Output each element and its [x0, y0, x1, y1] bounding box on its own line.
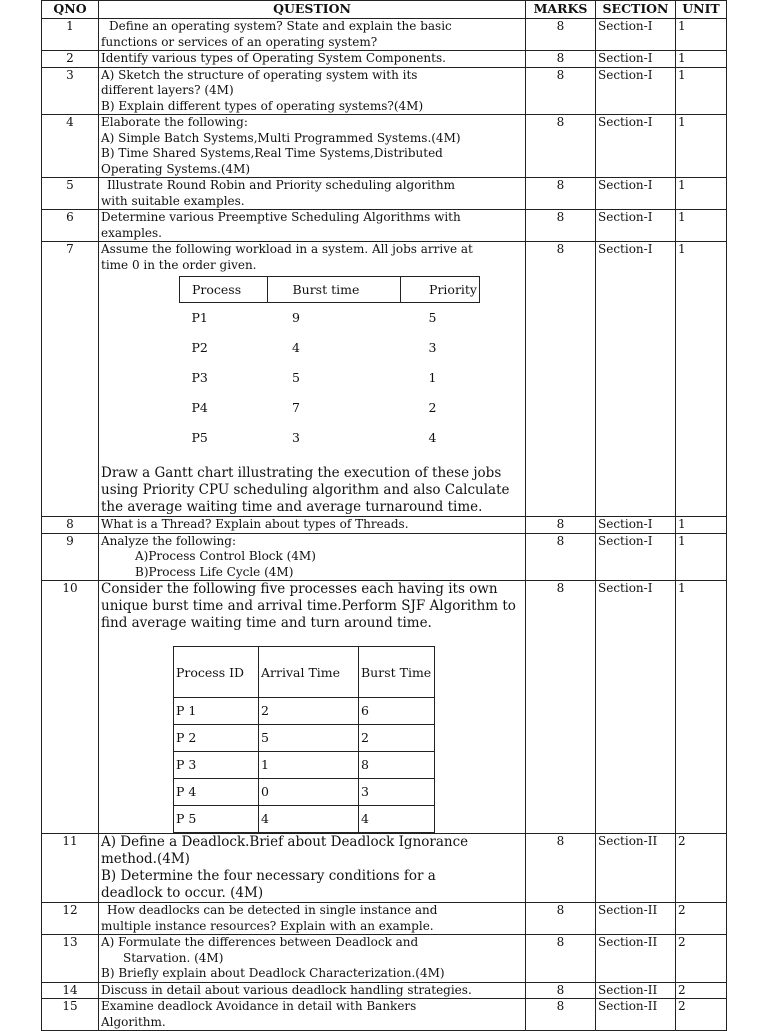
workload-cell: P2: [191, 340, 208, 356]
process-row: [174, 752, 435, 779]
section: Section-I: [596, 533, 676, 581]
process-row: [174, 698, 435, 725]
header-row: [42, 1, 727, 19]
workload-table: [179, 276, 480, 453]
question-row: [42, 19, 727, 51]
qno: 6: [42, 210, 99, 242]
question-bank-table: [41, 0, 727, 1031]
question-text: A) Define a Deadlock.Brief about Deadlock Ignorance method.(4M) B) Determine the four necessary conditions for a deadlock to occur. (4M): [99, 834, 526, 903]
qno: 5: [42, 178, 99, 210]
unit: 1: [676, 51, 727, 68]
marks: 8: [526, 51, 596, 68]
qno: 2: [42, 51, 99, 68]
header-qno: QNO: [42, 1, 99, 19]
process-cell: P 3: [174, 752, 259, 779]
marks: 8: [526, 67, 596, 115]
process-cell: 4: [359, 806, 435, 833]
question-text: Determine various Preemptive Scheduling Algorithms with examples.: [99, 210, 526, 242]
process-cell: 2: [359, 725, 435, 752]
unit: 1: [676, 67, 727, 115]
question-row: [42, 935, 727, 983]
workload-cell: 3: [291, 430, 300, 446]
process-cell: 8: [359, 752, 435, 779]
workload-cell: 4: [291, 340, 300, 356]
question-text: Assume the following workload in a system. All jobs arrive at time 0 in the order given. Process Burst time Priority P1 9 5 P2 4 3 P3 5 1 P4 7 2 P5 3 4 Draw a Gantt chart illustrating the execution of these jobs using Priority CPU scheduling algorithm and also Calculate the average waiting time and average turnaround time.: [99, 242, 526, 517]
header-unit: UNIT: [676, 1, 727, 19]
qno: 3: [42, 67, 99, 115]
process-row: [174, 725, 435, 752]
workload-cell: 2: [428, 400, 437, 416]
question-text: Discuss in detail about various deadlock handling strategies.: [99, 982, 526, 999]
process-cell: 6: [359, 698, 435, 725]
question-row: [42, 581, 727, 834]
question-row: [42, 51, 727, 68]
marks: 8: [526, 533, 596, 581]
process-header: Burst Time: [359, 647, 435, 698]
question-row: [42, 903, 727, 935]
workload-row: [180, 363, 480, 393]
process-header: Process ID: [174, 647, 259, 698]
question-text: Examine deadlock Avoidance in detail with Bankers Algorithm.: [99, 999, 526, 1031]
process-cell: 1: [259, 752, 359, 779]
process-cell: P 4: [174, 779, 259, 806]
section: Section-I: [596, 210, 676, 242]
question-row: [42, 67, 727, 115]
workload-header: Process: [180, 277, 268, 303]
question-row: [42, 210, 727, 242]
header-question: QUESTION: [99, 1, 526, 19]
process-table: [173, 646, 435, 833]
unit: 2: [676, 903, 727, 935]
process-cell: 5: [259, 725, 359, 752]
qno: 15: [42, 999, 99, 1031]
section: Section-I: [596, 51, 676, 68]
workload-row: [180, 423, 480, 453]
workload-cell: 1: [428, 370, 437, 386]
section: Section-II: [596, 999, 676, 1031]
unit: 1: [676, 19, 727, 51]
section: Section-I: [596, 242, 676, 517]
question-text: A) Formulate the differences between Deadlock and Starvation. (4M) B) Briefly explain about Deadlock Characterization.(4M): [99, 935, 526, 983]
qno: 9: [42, 533, 99, 581]
unit: 2: [676, 935, 727, 983]
qno: 10: [42, 581, 99, 834]
marks: 8: [526, 178, 596, 210]
header-section: SECTION: [596, 1, 676, 19]
unit: 2: [676, 999, 727, 1031]
section: Section-II: [596, 903, 676, 935]
question-text: Elaborate the following: A) Simple Batch Systems,Multi Programmed Systems.(4M) B) Time Shared Systems,Real Time Systems,Distributed Operating Systems.(4M): [99, 115, 526, 178]
process-cell: 4: [259, 806, 359, 833]
qno: 14: [42, 982, 99, 999]
workload-cell: 5: [428, 310, 437, 326]
question-text: Illustrate Round Robin and Priority scheduling algorithm with suitable examples.: [99, 178, 526, 210]
question-row: [42, 533, 727, 581]
process-cell: 2: [259, 698, 359, 725]
marks: 8: [526, 115, 596, 178]
section: Section-I: [596, 67, 676, 115]
qno: 11: [42, 834, 99, 903]
unit: 1: [676, 178, 727, 210]
workload-cell: 4: [428, 430, 437, 446]
process-cell: 0: [259, 779, 359, 806]
marks: 8: [526, 982, 596, 999]
qno: 13: [42, 935, 99, 983]
question-row: [42, 242, 727, 517]
section: Section-I: [596, 178, 676, 210]
question-text: How deadlocks can be detected in single instance and multiple instance resources? Explain with an example.: [99, 903, 526, 935]
section: Section-I: [596, 19, 676, 51]
question-text: Analyze the following: A)Process Control Block (4M) B)Process Life Cycle (4M): [99, 533, 526, 581]
workload-row: [180, 393, 480, 423]
marks: 8: [526, 999, 596, 1031]
question-text: Define an operating system? State and explain the basic functions or services of an operating system?: [99, 19, 526, 51]
section: Section-II: [596, 834, 676, 903]
section: Section-I: [596, 115, 676, 178]
marks: 8: [526, 210, 596, 242]
section: Section-I: [596, 581, 676, 834]
unit: 1: [676, 210, 727, 242]
qno: 7: [42, 242, 99, 517]
question-row: [42, 517, 727, 534]
marks: 8: [526, 581, 596, 834]
process-row: [174, 779, 435, 806]
workload-cell: 3: [428, 340, 437, 356]
unit: 2: [676, 982, 727, 999]
workload-cell: P5: [191, 430, 208, 446]
question-row: [42, 982, 727, 999]
section: Section-I: [596, 517, 676, 534]
header-marks: MARKS: [526, 1, 596, 19]
unit: 1: [676, 533, 727, 581]
workload-row: [180, 333, 480, 363]
question-text: A) Sketch the structure of operating system with its different layers? (4M) B) Explain different types of operating systems?(4M): [99, 67, 526, 115]
marks: 8: [526, 903, 596, 935]
workload-cell: 5: [291, 370, 300, 386]
process-cell: P 2: [174, 725, 259, 752]
question-row: [42, 834, 727, 903]
workload-header-row: [180, 277, 480, 303]
process-cell: P 1: [174, 698, 259, 725]
marks: 8: [526, 935, 596, 983]
marks: 8: [526, 834, 596, 903]
unit: 1: [676, 517, 727, 534]
workload-cell: P3: [191, 370, 208, 386]
question-text: What is a Thread? Explain about types of Threads.: [99, 517, 526, 534]
process-header-row: [174, 647, 435, 698]
workload-cell: P4: [191, 400, 208, 416]
question-text: Consider the following five processes each having its own unique burst time and arrival time.Perform SJF Algorithm to find average waiting time and turn around time. Process ID Arrival Time Burst Time P 1 2 6 P 2 5 2 P 3 1 8 P 4 0 3 P 5 4 4: [99, 581, 526, 834]
marks: 8: [526, 242, 596, 517]
marks: 8: [526, 517, 596, 534]
unit: 1: [676, 581, 727, 834]
workload-cell: P1: [191, 310, 208, 326]
process-row: [174, 806, 435, 833]
question-row: [42, 178, 727, 210]
unit: 1: [676, 115, 727, 178]
section: Section-II: [596, 982, 676, 999]
workload-header: Burst time: [268, 277, 401, 303]
workload-cell: 9: [291, 310, 300, 326]
qno: 12: [42, 903, 99, 935]
qno: 1: [42, 19, 99, 51]
workload-cell: 7: [291, 400, 300, 416]
question-row: [42, 115, 727, 178]
process-cell: 3: [359, 779, 435, 806]
section: Section-II: [596, 935, 676, 983]
workload-header: Priority: [401, 277, 480, 303]
marks: 8: [526, 19, 596, 51]
qno: 8: [42, 517, 99, 534]
unit: 2: [676, 834, 727, 903]
workload-row: [180, 303, 480, 334]
question-row: [42, 999, 727, 1031]
process-cell: P 5: [174, 806, 259, 833]
unit: 1: [676, 242, 727, 517]
question-text: Identify various types of Operating System Components.: [99, 51, 526, 68]
process-header: Arrival Time: [259, 647, 359, 698]
qno: 4: [42, 115, 99, 178]
